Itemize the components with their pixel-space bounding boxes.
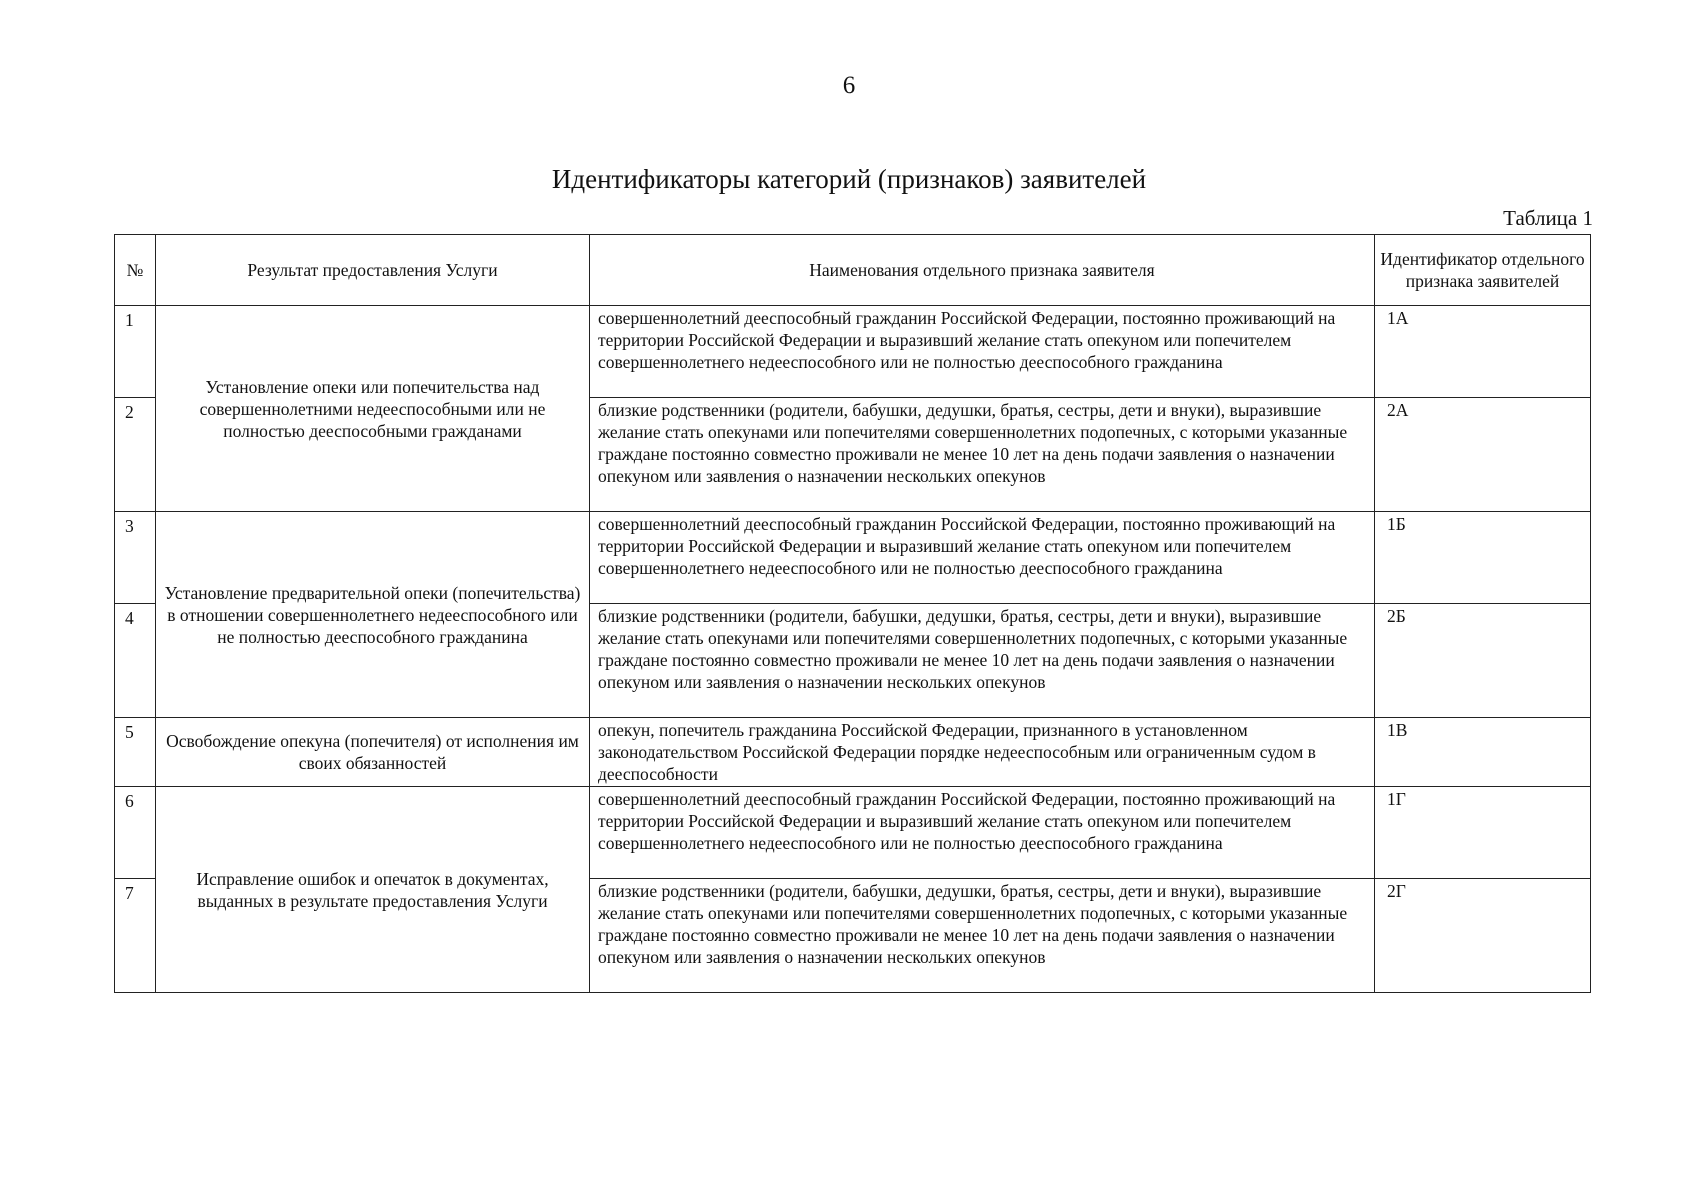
table-row <box>115 512 1591 604</box>
attribute-cell: близкие родственники (родители, бабушки, дедушки, братья, сестры, дети и внуки), выразившие желание стать опекунами или попечителями совершеннолетних подопечных, с которыми указанные граждане постоянно совместно проживали не менее 10 лет на день подачи заявления о назначении опекуном или заявления о назначении нескольких опекунов <box>590 398 1375 512</box>
header-result: Результат предоставления Услуги <box>156 235 590 306</box>
table-header-row <box>115 235 1591 306</box>
row-number: 5 <box>115 718 156 787</box>
table-row <box>115 306 1591 398</box>
table-row <box>115 787 1591 879</box>
row-number: 2 <box>115 398 156 512</box>
attribute-cell: опекун, попечитель гражданина Российской Федерации, признанного в установленном законодательством Российской Федерации порядке недееспособным или ограниченным судом в дееспособности <box>590 718 1375 787</box>
header-number: № <box>115 235 156 306</box>
header-attribute: Наименования отдельного признака заявителя <box>590 235 1375 306</box>
header-identifier: Идентификатор отдельного признака заявителей <box>1375 235 1591 306</box>
identifier-cell: 2Б <box>1375 604 1591 718</box>
row-number: 1 <box>115 306 156 398</box>
result-cell: Исправление ошибок и опечаток в документах, выданных в результате предоставления Услуги <box>156 787 590 993</box>
attribute-cell: близкие родственники (родители, бабушки, дедушки, братья, сестры, дети и внуки), выразившие желание стать опекунами или попечителями совершеннолетних подопечных, с которыми указанные граждане постоянно совместно проживали не менее 10 лет на день подачи заявления о назначении опекуном или заявления о назначении нескольких опекунов <box>590 604 1375 718</box>
table-container <box>114 234 1590 993</box>
result-cell: Установление предварительной опеки (попечительства) в отношении совершеннолетнего недееспособного или не полностью дееспособного гражданина <box>156 512 590 718</box>
identifier-cell: 1В <box>1375 718 1591 787</box>
result-cell: Освобождение опекуна (попечителя) от исполнения им своих обязанностей <box>156 718 590 787</box>
identifier-cell: 1Г <box>1375 787 1591 879</box>
identifier-cell: 1А <box>1375 306 1591 398</box>
attribute-cell: совершеннолетний дееспособный гражданин Российской Федерации, постоянно проживающий на территории Российской Федерации и выразивший желание стать опекуном или попечителем совершеннолетнего недееспособного или не полностью дееспособного гражданина <box>590 306 1375 398</box>
identifier-cell: 2Г <box>1375 879 1591 993</box>
table-caption: Таблица 1 <box>1503 206 1593 230</box>
row-number: 4 <box>115 604 156 718</box>
attribute-cell: совершеннолетний дееспособный гражданин Российской Федерации, постоянно проживающий на территории Российской Федерации и выразивший желание стать опекуном или попечителем совершеннолетнего недееспособного или не полностью дееспособного гражданина <box>590 787 1375 879</box>
attribute-cell: совершеннолетний дееспособный гражданин Российской Федерации, постоянно проживающий на территории Российской Федерации и выразивший желание стать опекуном или попечителем совершеннолетнего недееспособного или не полностью дееспособного гражданина <box>590 512 1375 604</box>
applicant-categories-table <box>114 234 1591 993</box>
identifier-cell: 1Б <box>1375 512 1591 604</box>
page-number: 6 <box>842 72 856 99</box>
row-number: 3 <box>115 512 156 604</box>
row-number: 6 <box>115 787 156 879</box>
result-cell: Установление опеки или попечительства над совершеннолетними недееспособными или не полностью дееспособными гражданами <box>156 306 590 512</box>
table-row <box>115 718 1591 787</box>
row-number: 7 <box>115 879 156 993</box>
document-title: Идентификаторы категорий (признаков) заявителей <box>551 164 1147 194</box>
identifier-cell: 2А <box>1375 398 1591 512</box>
attribute-cell: близкие родственники (родители, бабушки, дедушки, братья, сестры, дети и внуки), выразившие желание стать опекунами или попечителями совершеннолетних подопечных, с которыми указанные граждане постоянно совместно проживали не менее 10 лет на день подачи заявления о назначении опекуном или заявления о назначении нескольких опекунов <box>590 879 1375 993</box>
